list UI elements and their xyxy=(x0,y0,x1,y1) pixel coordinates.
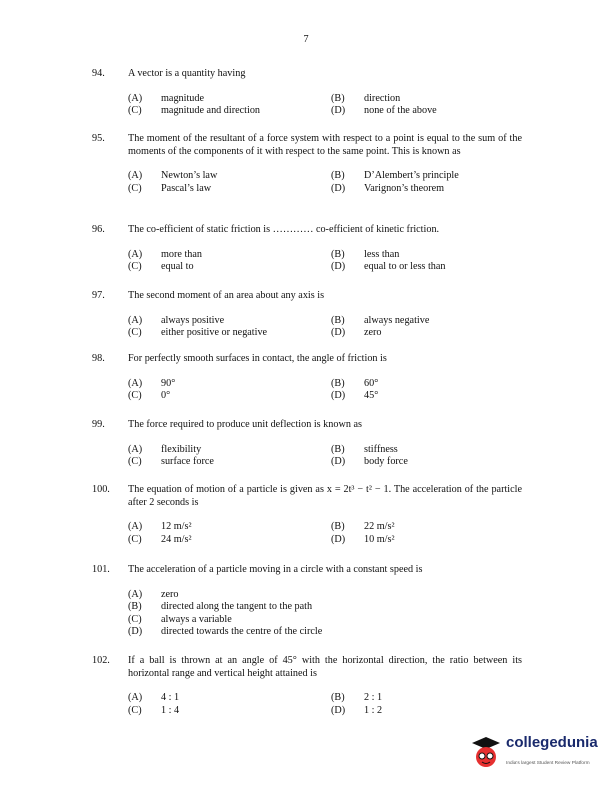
option-row xyxy=(128,589,522,602)
option-text: less than xyxy=(364,248,400,260)
option xyxy=(331,534,395,547)
options xyxy=(128,589,522,639)
option-text: 45° xyxy=(364,390,379,402)
option-text: directed towards the centre of the circle xyxy=(161,626,323,638)
option-label: (D) xyxy=(331,105,346,117)
question-98 xyxy=(92,353,522,403)
option-label: (C) xyxy=(128,105,142,117)
option-text: 60° xyxy=(364,377,379,389)
options xyxy=(128,315,522,340)
option-row xyxy=(128,444,522,457)
option-text: D’Alembert’s principle xyxy=(364,170,459,182)
question-101 xyxy=(92,564,522,639)
logo-wordmark: collegedunia xyxy=(506,734,598,751)
option-label: (C) xyxy=(128,182,142,194)
option-label: (A) xyxy=(128,692,143,704)
question-102 xyxy=(92,655,522,717)
question-number: 100. xyxy=(92,484,110,495)
option-text: 0° xyxy=(161,390,171,402)
option xyxy=(128,601,312,614)
option-label: (B) xyxy=(331,92,345,104)
question-number: 102. xyxy=(92,655,110,666)
option-row xyxy=(128,705,522,718)
question-number: 97. xyxy=(92,290,105,301)
option-text: magnitude xyxy=(161,92,205,104)
option-text: equal to xyxy=(161,261,194,273)
option xyxy=(128,170,217,183)
question-number: 98. xyxy=(92,353,105,364)
option-label: (D) xyxy=(331,704,346,716)
option xyxy=(128,105,260,118)
option-text: none of the above xyxy=(364,105,437,117)
option-label: (C) xyxy=(128,704,142,716)
option-text: stiffness xyxy=(364,443,398,455)
option-text: more than xyxy=(161,248,203,260)
question-number: 95. xyxy=(92,133,105,144)
option-row xyxy=(128,614,522,627)
option-text: Newton’s law xyxy=(161,170,218,182)
option-text: 90° xyxy=(161,377,176,389)
option-label: (C) xyxy=(128,456,142,468)
graduate-mascot-icon xyxy=(468,733,504,773)
question-95 xyxy=(92,133,522,195)
options xyxy=(128,93,522,118)
option-label: (D) xyxy=(331,327,346,339)
option xyxy=(128,93,204,106)
option-row xyxy=(128,183,522,196)
option xyxy=(128,315,224,328)
options xyxy=(128,692,522,717)
question-number: 99. xyxy=(92,419,105,430)
question-99 xyxy=(92,419,522,469)
option xyxy=(128,378,175,391)
logo-tagline: India's largest Student Review Platform xyxy=(506,761,590,766)
option-row xyxy=(128,378,522,391)
option xyxy=(128,249,202,262)
option xyxy=(128,456,214,469)
option-text: 10 m/s² xyxy=(364,533,395,545)
question-number: 101. xyxy=(92,564,110,575)
question-text: The force required to produce unit deflection is known as xyxy=(128,419,362,430)
option-label: (A) xyxy=(128,248,143,260)
options xyxy=(128,378,522,403)
option-label: (A) xyxy=(128,588,143,600)
option-text: 24 m/s² xyxy=(161,533,192,545)
option-text: always a variable xyxy=(161,613,232,625)
option xyxy=(331,390,378,403)
option-label: (A) xyxy=(128,92,143,104)
option xyxy=(331,456,408,469)
option-row xyxy=(128,692,522,705)
option-row xyxy=(128,105,522,118)
question-97 xyxy=(92,290,522,340)
option-text: zero xyxy=(364,327,382,339)
option xyxy=(128,692,179,705)
option-row xyxy=(128,261,522,274)
option xyxy=(331,183,444,196)
option-text: zero xyxy=(161,588,179,600)
option-text: 12 m/s² xyxy=(161,521,192,533)
option-text: always positive xyxy=(161,314,225,326)
option-text: magnitude and direction xyxy=(161,105,261,117)
option xyxy=(128,626,322,639)
option xyxy=(331,315,429,328)
option-text: direction xyxy=(364,92,401,104)
option-label: (A) xyxy=(128,377,143,389)
option-row xyxy=(128,170,522,183)
question-number: 94. xyxy=(92,68,105,79)
option-label: (B) xyxy=(331,170,345,182)
question-text: The moment of the resultant of a force system with respect to a point is equal to the sum of the moments of the components of it with respect to the same point. This is known as xyxy=(128,133,522,157)
option xyxy=(128,589,179,602)
option-label: (A) xyxy=(128,314,143,326)
option-text: equal to or less than xyxy=(364,261,446,273)
question-text: The second moment of an area about any axis is xyxy=(128,290,325,301)
option-row xyxy=(128,327,522,340)
option xyxy=(128,614,232,627)
option-text: directed along the tangent to the path xyxy=(161,601,313,613)
option xyxy=(331,105,437,118)
option xyxy=(331,521,395,534)
option-text: flexibility xyxy=(161,443,202,455)
question-94 xyxy=(92,68,522,118)
option-text: 4 : 1 xyxy=(161,692,180,704)
option-label: (B) xyxy=(331,314,345,326)
option-text: Pascal’s law xyxy=(161,182,212,194)
option-text: 1 : 2 xyxy=(364,704,383,716)
option-label: (B) xyxy=(331,248,345,260)
option-row xyxy=(128,249,522,262)
page-number: 7 xyxy=(303,34,309,45)
option-label: (B) xyxy=(331,692,345,704)
option-label: (A) xyxy=(128,170,143,182)
options xyxy=(128,444,522,469)
question-text: For perfectly smooth surfaces in contact, the angle of friction is xyxy=(128,353,387,364)
option-text: body force xyxy=(364,456,408,468)
option-label: (D) xyxy=(331,456,346,468)
option-row xyxy=(128,93,522,106)
option-label: (D) xyxy=(331,390,346,402)
option-row xyxy=(128,390,522,403)
option xyxy=(128,534,192,547)
question-96 xyxy=(92,224,522,274)
option-row xyxy=(128,315,522,328)
option-label: (C) xyxy=(128,613,142,625)
option-row xyxy=(128,456,522,469)
option-label: (B) xyxy=(331,377,345,389)
question-text: If a ball is thrown at an angle of 45° with the horizontal direction, the ratio between its horizontal range and vertical height attained is xyxy=(128,655,522,679)
option-text: always negative xyxy=(364,314,430,326)
option-label: (D) xyxy=(128,626,143,638)
question-text: The acceleration of a particle moving in a circle with a constant speed is xyxy=(128,564,423,575)
option xyxy=(128,390,170,403)
option-text: either positive or negative xyxy=(161,327,268,339)
option-label: (C) xyxy=(128,533,142,545)
option xyxy=(331,705,382,718)
option xyxy=(331,93,400,106)
option xyxy=(128,521,192,534)
question-number: 96. xyxy=(92,224,105,235)
option-label: (D) xyxy=(331,182,346,194)
option xyxy=(331,170,459,183)
option-label: (B) xyxy=(331,443,345,455)
option-label: (A) xyxy=(128,521,143,533)
option-row xyxy=(128,626,522,639)
option-text: 2 : 1 xyxy=(364,692,383,704)
option-label: (B) xyxy=(128,601,142,613)
option-label: (B) xyxy=(331,521,345,533)
option-label: (D) xyxy=(331,533,346,545)
option-text: 1 : 4 xyxy=(161,704,180,716)
question-text: The equation of motion of a particle is given as x = 2t³ − t² − 1. The acceleration of the particle after 2 seconds is xyxy=(128,484,522,508)
options xyxy=(128,170,522,195)
options xyxy=(128,521,522,546)
option xyxy=(331,261,445,274)
option-label: (C) xyxy=(128,327,142,339)
option-label: (D) xyxy=(331,261,346,273)
option-text: Varignon’s theorem xyxy=(364,182,445,194)
option xyxy=(128,261,194,274)
option-row xyxy=(128,521,522,534)
option-row xyxy=(128,534,522,547)
collegedunia-logo xyxy=(468,733,608,779)
option xyxy=(331,378,378,391)
option xyxy=(128,705,179,718)
option-label: (A) xyxy=(128,443,143,455)
option xyxy=(128,183,211,196)
options xyxy=(128,249,522,274)
option xyxy=(128,444,201,457)
question-100 xyxy=(92,484,522,546)
option-text: 22 m/s² xyxy=(364,521,395,533)
question-text: The co-efficient of static friction is ………… co-efficient of kinetic friction. xyxy=(128,224,440,235)
option xyxy=(331,249,399,262)
option-label: (C) xyxy=(128,261,142,273)
option xyxy=(331,327,382,340)
option-row xyxy=(128,601,522,614)
option-label: (C) xyxy=(128,390,142,402)
option xyxy=(331,692,382,705)
option xyxy=(128,327,267,340)
question-text: A vector is a quantity having xyxy=(128,68,246,79)
option xyxy=(331,444,398,457)
option-text: surface force xyxy=(161,456,214,468)
